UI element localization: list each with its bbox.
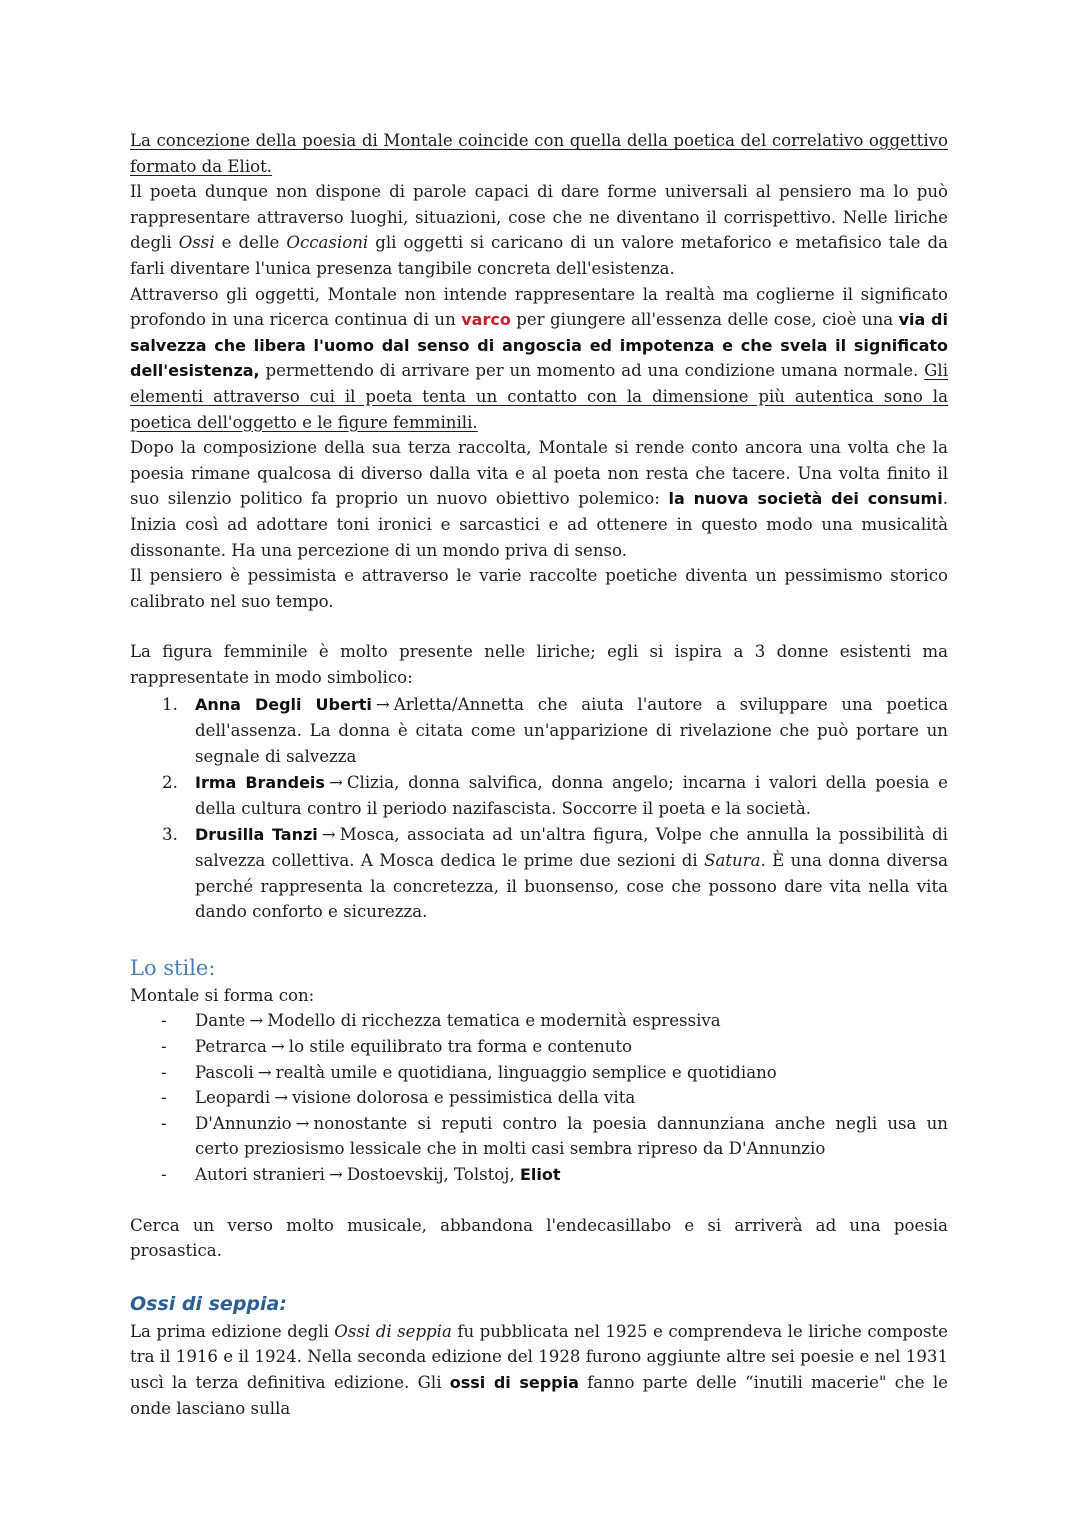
list-item: Anna Degli Uberti → Arletta/Annetta che aiuta l'autore a sviluppare una poetica dell'assenza. La donna è citata come un'apparizione di rivelazione che può portare un segnale di salvezza — [195, 695, 948, 766]
influences-list — [130, 1008, 948, 1187]
paragraph-varco: Attraverso gli oggetti, Montale non intende rappresentare la realtà ma coglierne il significato profondo in una ricerca continua di un varco per giungere all'essenza delle cose, cioè una via di salvezza che libera l'uomo dal senso di angoscia ed impotenza e che svela il significato dell'esistenza, permettendo di arrivare per un momento ad una condizione umana normale. Gli elementi attraverso cui il poeta tenta un contatto con la dimensione più autentica sono la poetica dell'oggetto e le figure femminili. — [130, 284, 948, 432]
list-item: - D'Annunzio → nonostante si reputi contro la poesia dannunziana anche negli usa un certo preziosismo lessicale che in molti casi sembra ripreso da D'Annunzio — [195, 1111, 948, 1162]
list-item: - Dante → Modello di ricchezza tematica e modernità espressiva — [195, 1008, 948, 1034]
section-heading-ossi: Ossi di seppia: — [130, 1292, 287, 1315]
list-item: - Petrarca → lo stile equilibrato tra forma e contenuto — [195, 1034, 948, 1060]
arrow-icon: → — [249, 1011, 264, 1031]
bold-via-di-salvezza: via di salvezza che libera l'uomo dal senso di angoscia ed impotenza e che svela il significato dell'esistenza, — [130, 310, 948, 381]
paragraph-ossi: La prima edizione degli Ossi di seppia fu pubblicata nel 1925 e comprendeva le liriche composte tra il 1916 e il 1924. Nella seconda edizione del 1928 furono aggiunte altre sei poesie e nel 1931 uscì la terza definitiva edizione. Gli ossi di seppia fanno parte delle “inutili macerie" che le onde lasciano sulla — [130, 1321, 948, 1418]
paragraph-pessimismo: Il pensiero è pessimista e attraverso le varie raccolte poetiche diventa un pessimismo storico calibrato nel suo tempo. — [130, 566, 948, 611]
arrow-icon: → — [328, 773, 343, 793]
section-heading-stile: Lo stile: — [130, 955, 216, 980]
arrow-icon: → — [328, 1164, 343, 1184]
paragraph-poetics — [130, 128, 948, 179]
title-occasioni: Occasioni — [286, 233, 369, 253]
list-item: Drusilla Tanzi → Mosca, associata ad un'altra figura, Volpe che annulla la possibilità di salvezza collettiva. A Mosca dedica le prime due sezioni di Satura. È una donna diversa perché rappresenta la concretezza, il buonsenso, cose che possono dare vita nella vita dando conforto e sicurezza. — [195, 825, 948, 922]
keyword-varco: varco — [461, 310, 511, 330]
list-item: - Pascoli → realtà umile e quotidiana, linguaggio semplice e quotidiano — [195, 1060, 948, 1086]
underlined-text: Gli elementi attraverso cui il poeta tenta un contatto con la dimensione più autentica sono la poetica dell'oggetto e le figure femminili. — [130, 361, 948, 432]
arrow-icon: → — [375, 695, 390, 715]
arrow-icon: → — [270, 1037, 285, 1056]
paragraph-terza-raccolta: Dopo la composizione della sua terza raccolta, Montale si rende conto ancora una volta che la poesia rimane qualcosa di diverso dalla vita e al poeta non resta che tacere. Una volta finito il suo silenzio politico fa proprio un nuovo obiettivo polemico: la nuova società dei consumi. Inizia così ad adottare toni ironici e sarcastici e ad ottenere in questo modo una musicalità dissonante. Ha una percezione di un mondo priva di senso. — [130, 438, 948, 560]
document-page — [130, 128, 948, 1421]
arrow-icon: → — [295, 1113, 310, 1133]
paragraph-figura-femminile: La figura femminile è molto presente nelle liriche; egli si ispira a 3 donne esistenti ma rappresentate in modo simbolico: — [130, 642, 948, 687]
arrow-icon: → — [321, 825, 336, 845]
arrow-icon: → — [274, 1088, 289, 1108]
list-item: Irma Brandeis → Clizia, donna salvifica, donna angelo; incarna i valori della poesia e della cultura contro il periodo nazifascista. Soccorre il poeta e la società. — [195, 773, 948, 818]
title-ossi: Ossi — [178, 233, 215, 253]
paragraph-stile-intro: Montale si forma con: — [130, 985, 315, 1005]
paragraph-verso-musicale: Cerca un verso molto musicale, abbandona l'endecasillabo e si arriverà ad una poesia prosastica. — [130, 1215, 948, 1261]
list-item: - Autori stranieri → Dostoevskij, Tolstoj, Eliot — [195, 1162, 948, 1188]
list-item: - Leopardi → visione dolorosa e pessimistica della vita — [195, 1085, 948, 1111]
underlined-text: La concezione della poesia di Montale coincide con quella della poetica del correlativo oggettivo formato da Eliot. — [130, 131, 948, 176]
women-list — [130, 692, 948, 924]
arrow-icon: → — [257, 1062, 272, 1082]
paragraph-poet-objects: Il poeta dunque non dispone di parole capaci di dare forme universali al pensiero ma lo può rappresentare attraverso luoghi, situazioni, cose che ne diventano il corrispettivo. Nelle liriche degli Ossi e delle Occasioni gli oggetti si caricano di un valore metaforico e metafisico tale da farli diventare l'unica presenza tangibile concreta dell'esistenza. — [130, 182, 948, 278]
bold-societa-consumi: la nuova società dei consumi — [668, 489, 943, 509]
